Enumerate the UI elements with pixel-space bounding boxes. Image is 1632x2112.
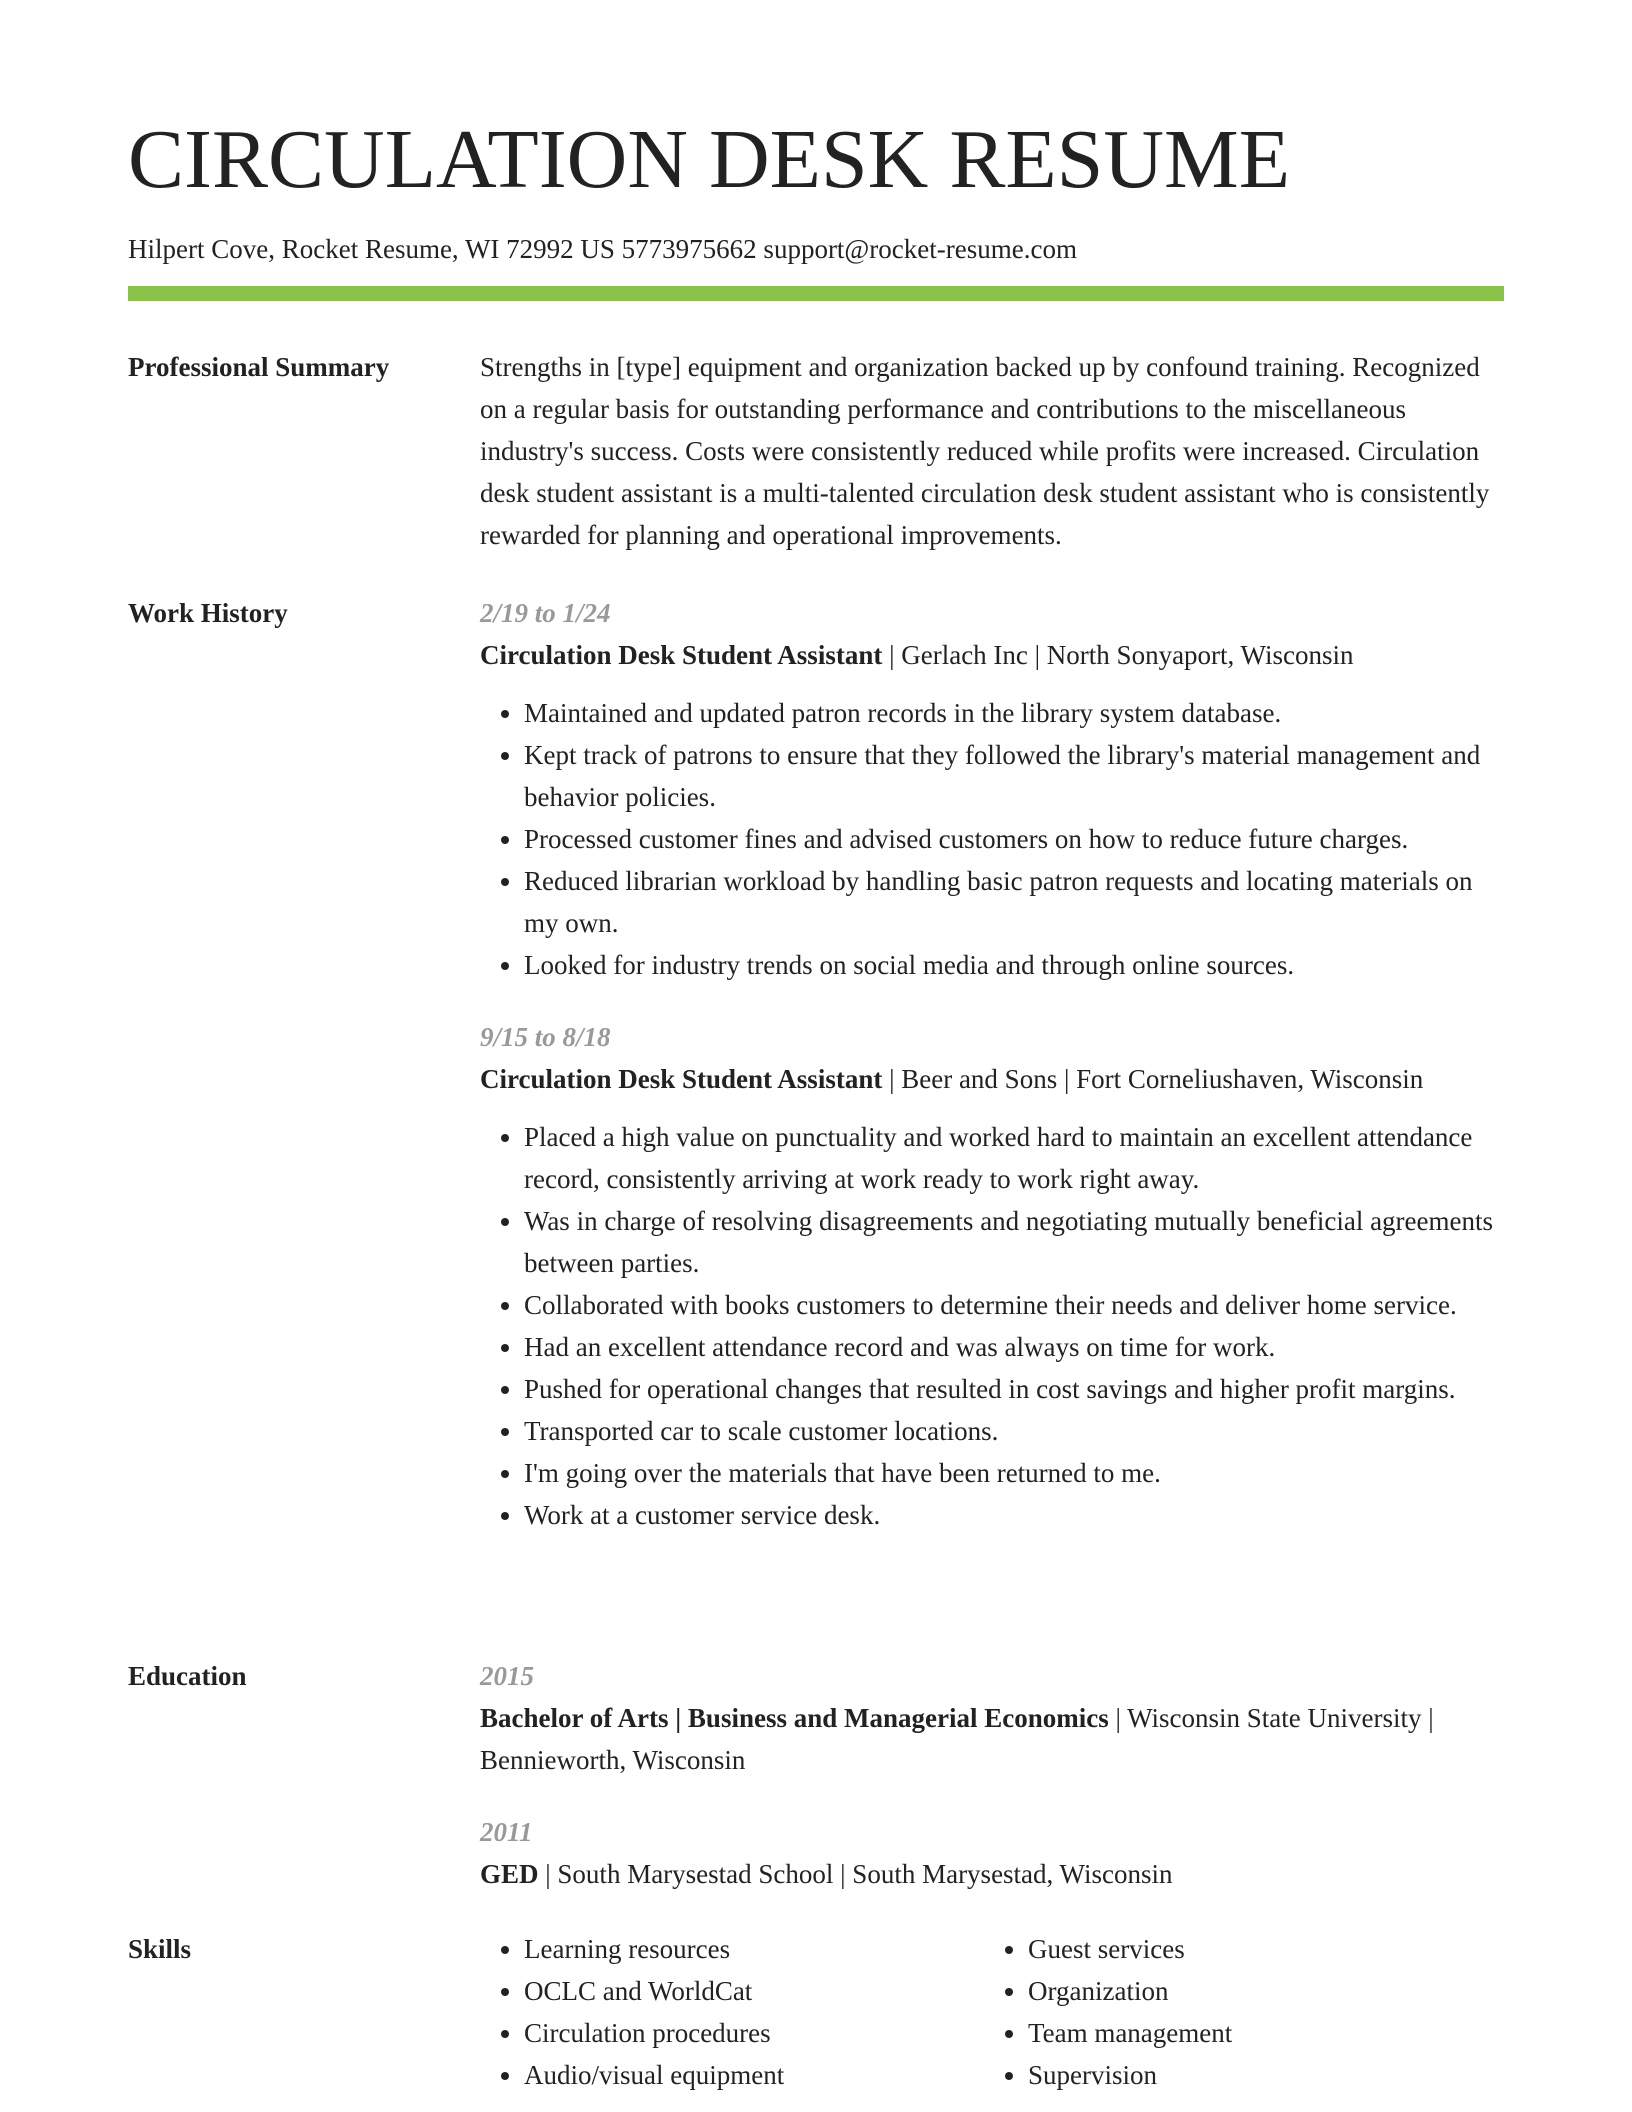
job-entry — [480, 592, 1504, 986]
job-role-line — [480, 1058, 1504, 1100]
skills-label: Skills — [128, 1934, 192, 1964]
job-details: | Gerlach Inc | North Sonyaport, Wisconsin — [882, 640, 1354, 670]
job-bullet: • Reduced librarian workload by handling basic patron requests and locating materials on my own. — [524, 860, 1504, 944]
skills-body — [480, 1928, 1504, 2096]
job-bullets — [480, 692, 1504, 986]
job-bullet: • I'm going over the materials that have been returned to me. — [524, 1452, 1504, 1494]
skills-list-left — [480, 1928, 984, 2096]
skill-item: • Team management — [1028, 2012, 1488, 2054]
work-history-label: Work History — [128, 598, 288, 628]
education-label: Education — [128, 1661, 247, 1691]
contact-line: Hilpert Cove, Rocket Resume, WI 72992 US 5773975662 support@rocket-resume.com — [128, 234, 1077, 264]
skill-item: • Guest services — [1028, 1928, 1488, 1970]
job-bullet: • Processed customer fines and advised customers on how to reduce future charges. — [524, 818, 1504, 860]
skill-item: • Organization — [1028, 1970, 1488, 2012]
job-title: Circulation Desk Student Assistant — [480, 640, 883, 670]
education-body — [480, 1655, 1504, 1895]
skill-item: • Supervision — [1028, 2054, 1488, 2096]
education-degree: Bachelor of Arts | Business and Managerial Economics — [480, 1703, 1109, 1733]
skill-item: • Circulation procedures — [524, 2012, 984, 2054]
education-year: 2011 — [480, 1817, 533, 1847]
skills-columns — [480, 1928, 1504, 2096]
education-entry — [480, 1811, 1504, 1895]
job-bullets — [480, 1116, 1504, 1536]
job-bullet: • Pushed for operational changes that resulted in cost savings and higher profit margins. — [524, 1368, 1504, 1410]
education-year: 2015 — [480, 1661, 534, 1691]
education-line — [480, 1853, 1504, 1895]
job-bullet: • Placed a high value on punctuality and worked hard to maintain an excellent attendance record, consistently arriving at work ready to work right away. — [524, 1116, 1504, 1200]
education-line — [480, 1697, 1504, 1781]
work-history-body — [480, 592, 1504, 1536]
education-details: | South Marysestad School | South Marysestad, Wisconsin — [538, 1859, 1173, 1889]
summary-body — [480, 346, 1504, 556]
job-bullet: • Was in charge of resolving disagreements and negotiating mutually beneficial agreements between parties. — [524, 1200, 1504, 1284]
job-details: | Beer and Sons | Fort Corneliushaven, Wisconsin — [882, 1064, 1424, 1094]
skill-item: • Learning resources — [524, 1928, 984, 1970]
job-bullet: • Looked for industry trends on social media and through online sources. — [524, 944, 1504, 986]
summary-label: Professional Summary — [128, 352, 390, 382]
job-bullet: • Maintained and updated patron records in the library system database. — [524, 692, 1504, 734]
education-degree: GED — [480, 1859, 539, 1889]
job-bullet: • Kept track of patrons to ensure that they followed the library's material management and behavior policies. — [524, 734, 1504, 818]
education-entry — [480, 1655, 1504, 1781]
skill-item: • OCLC and WorldCat — [524, 1970, 984, 2012]
job-bullet: • Work at a customer service desk. — [524, 1494, 1504, 1536]
job-dates: 9/15 to 8/18 — [480, 1022, 611, 1052]
skills-list-right — [984, 1928, 1488, 2096]
summary-text: Strengths in [type] equipment and organization backed up by confound training. Recognized on a regular basis for outstanding performance and contributions to the miscellaneous industry's success. Costs were consistently reduced while profits were increased. Circulation desk student assistant is a multi-talented circulation desk student assistant who is consistently rewarded for planning and operational improvements. — [480, 352, 1490, 550]
education-details: | Wisconsin State University | Bennieworth, Wisconsin — [480, 1703, 1434, 1775]
job-bullet: • Had an excellent attendance record and was always on time for work. — [524, 1326, 1504, 1368]
job-bullet: • Transported car to scale customer locations. — [524, 1410, 1504, 1452]
job-title: Circulation Desk Student Assistant — [480, 1064, 883, 1094]
skill-item: • Audio/visual equipment — [524, 2054, 984, 2096]
resume-title: CIRCULATION DESK RESUME — [128, 113, 1291, 206]
job-role-line — [480, 634, 1504, 676]
job-bullet: • Collaborated with books customers to determine their needs and deliver home service. — [524, 1284, 1504, 1326]
job-entry — [480, 1016, 1504, 1536]
job-dates: 2/19 to 1/24 — [480, 598, 611, 628]
header-divider — [128, 286, 1504, 301]
